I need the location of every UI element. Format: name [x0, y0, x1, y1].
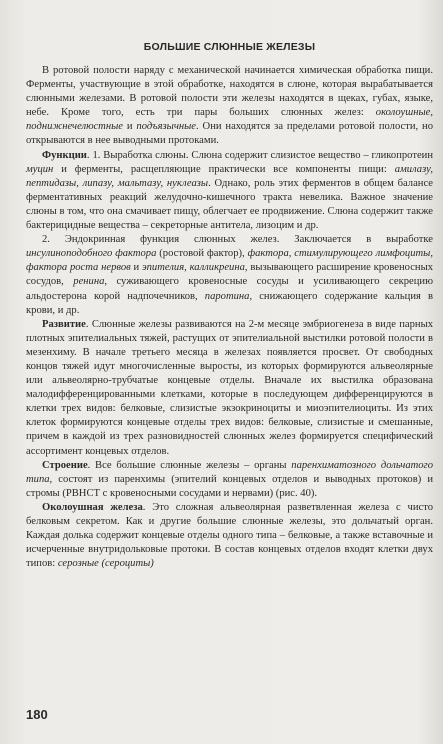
intro-italic-2: подъязычные	[136, 121, 197, 133]
endocrine-text-6: , снижающего содержание кальция в крови, и др.	[26, 290, 433, 316]
functions-italic-1: муцин	[26, 163, 54, 175]
intro-text-2: и	[122, 121, 137, 133]
endocrine-text-5: , суживающего кровеносные сосуды и усиливающего секрецию альдостерона корой надпочечников,	[26, 276, 433, 302]
endocrine-italic-5: паротина	[204, 290, 250, 302]
structure-paragraph	[26, 459, 433, 501]
intro-text-3: . Они находятся за пределами ротовой полости, но открываются в нее выводными протоками.	[26, 121, 434, 147]
page-title: БОЛЬШИЕ СЛЮННЫЕ ЖЕЛЕЗЫ	[143, 41, 316, 53]
development-paragraph	[26, 318, 433, 459]
functions-paragraph	[26, 149, 433, 234]
intro-italic-1: околоушные, поднижнечелюстные	[26, 107, 433, 133]
endocrine-text-1: 2. Эндокринная функция слюнных желез. Заключается в выработке	[42, 234, 433, 246]
intro-text-1: В ротовой полости наряду с механической начинается химическая обработка пищи. Ферменты, участвующие в этой обработке, находятся в слюне, которая вырабатывается слюнными железами. В ротовой полости эти железы находятся в щеках, губах, языке, небе. Кроме того, есть три пары больших слюнных желез:	[26, 65, 433, 119]
endocrine-italic-4: ренина	[73, 276, 105, 288]
endocrine-italic-2: фактора, стимулирующего лимфоциты, фактора роста нервов	[26, 248, 434, 274]
structure-italic-1: паренхиматозного дольчатого типа	[26, 459, 433, 485]
development-heading: Развитие	[42, 318, 86, 330]
development-text-1: . Слюнные железы развиваются на 2-м месяце эмбриогенеза в виде парных плотных эпителиальных тяжей, растущих от эпителиальной выстилки ротовой полости в мезенхиму. В начале третьего месяца в железах появляется просвет. От свободных концов тяжей идут многочисленные выросты, из которых формируются альвеолярные или альвеолярно-трубчатые концевые отделы. Вначале их выстилка образована малодифференцированными клетками, которые в последующем дифференцируются в клетки трех видов: белковые, слизистые экзокриноциты и миоэпителиоциты. Из этих клеток формируются концевые отделы трех видов: белковые, слизистые и смешанные, причем в каждой из трех разновидностей слюнных желез формируется специфический ассортимент концевых отделов.	[26, 318, 433, 457]
endocrine-paragraph	[26, 233, 433, 318]
structure-heading: Строение	[42, 459, 88, 471]
parotid-italic-1: серозные (сероциты)	[57, 558, 154, 570]
endocrine-text-4: , вызывающего расширение кровеносных сосудов,	[26, 262, 433, 288]
endocrine-italic-3: эпителия, калликреина	[141, 262, 245, 274]
endocrine-text-2: (ростовой фактор),	[156, 248, 248, 260]
functions-italic-2: амилазу, пептидазы, липазу, мальтазу, нуклеазы	[26, 163, 433, 189]
functions-text-2: и ферменты, расщепляющие практически все компоненты пищи:	[53, 163, 395, 175]
functions-heading: Функции	[42, 149, 87, 161]
page-content	[26, 40, 433, 571]
page-number: 180	[26, 707, 48, 722]
structure-text-1: . Все большие слюнные железы – органы	[87, 459, 292, 471]
parotid-heading: Околоушная железа	[42, 501, 143, 513]
endocrine-italic-1: инсулиноподобного фактора	[26, 248, 157, 260]
functions-text-1: . 1. Выработка слюны. Слюна содержит слизистое вещество – гликопротеин	[86, 149, 433, 161]
functions-text-3: . Однако, роль этих ферментов в общем балансе ферментативных реакций желудочно-кишечного тракта невелика. Важное значение слюны в том, что она смачивает пищу, облегчает ее продвижение. Слюна содержит также бактерицидные вещества – секреторные антитела, лизоцим и др.	[26, 177, 433, 232]
intro-paragraph	[26, 64, 433, 149]
parotid-text-1: . Это сложная альвеолярная разветвленная железа с чисто белковым секретом. Как и другие большие слюнные железы, это дольчатый орган. Каждая долька содержит концевые отделы одного типа – белковые, а также вставочные и исчерченные внутридольковые протоки. В состав концевых отделов входят клетки двух типов:	[26, 501, 433, 570]
parotid-paragraph	[26, 501, 433, 571]
structure-text-2: , состоят из паренхимы (эпителий концевых отделов и выводных протоков) и стромы (РВНСТ с кровеносными сосудами и нервами) (рис. 40).	[26, 473, 433, 499]
endocrine-text-3: и	[130, 262, 142, 274]
